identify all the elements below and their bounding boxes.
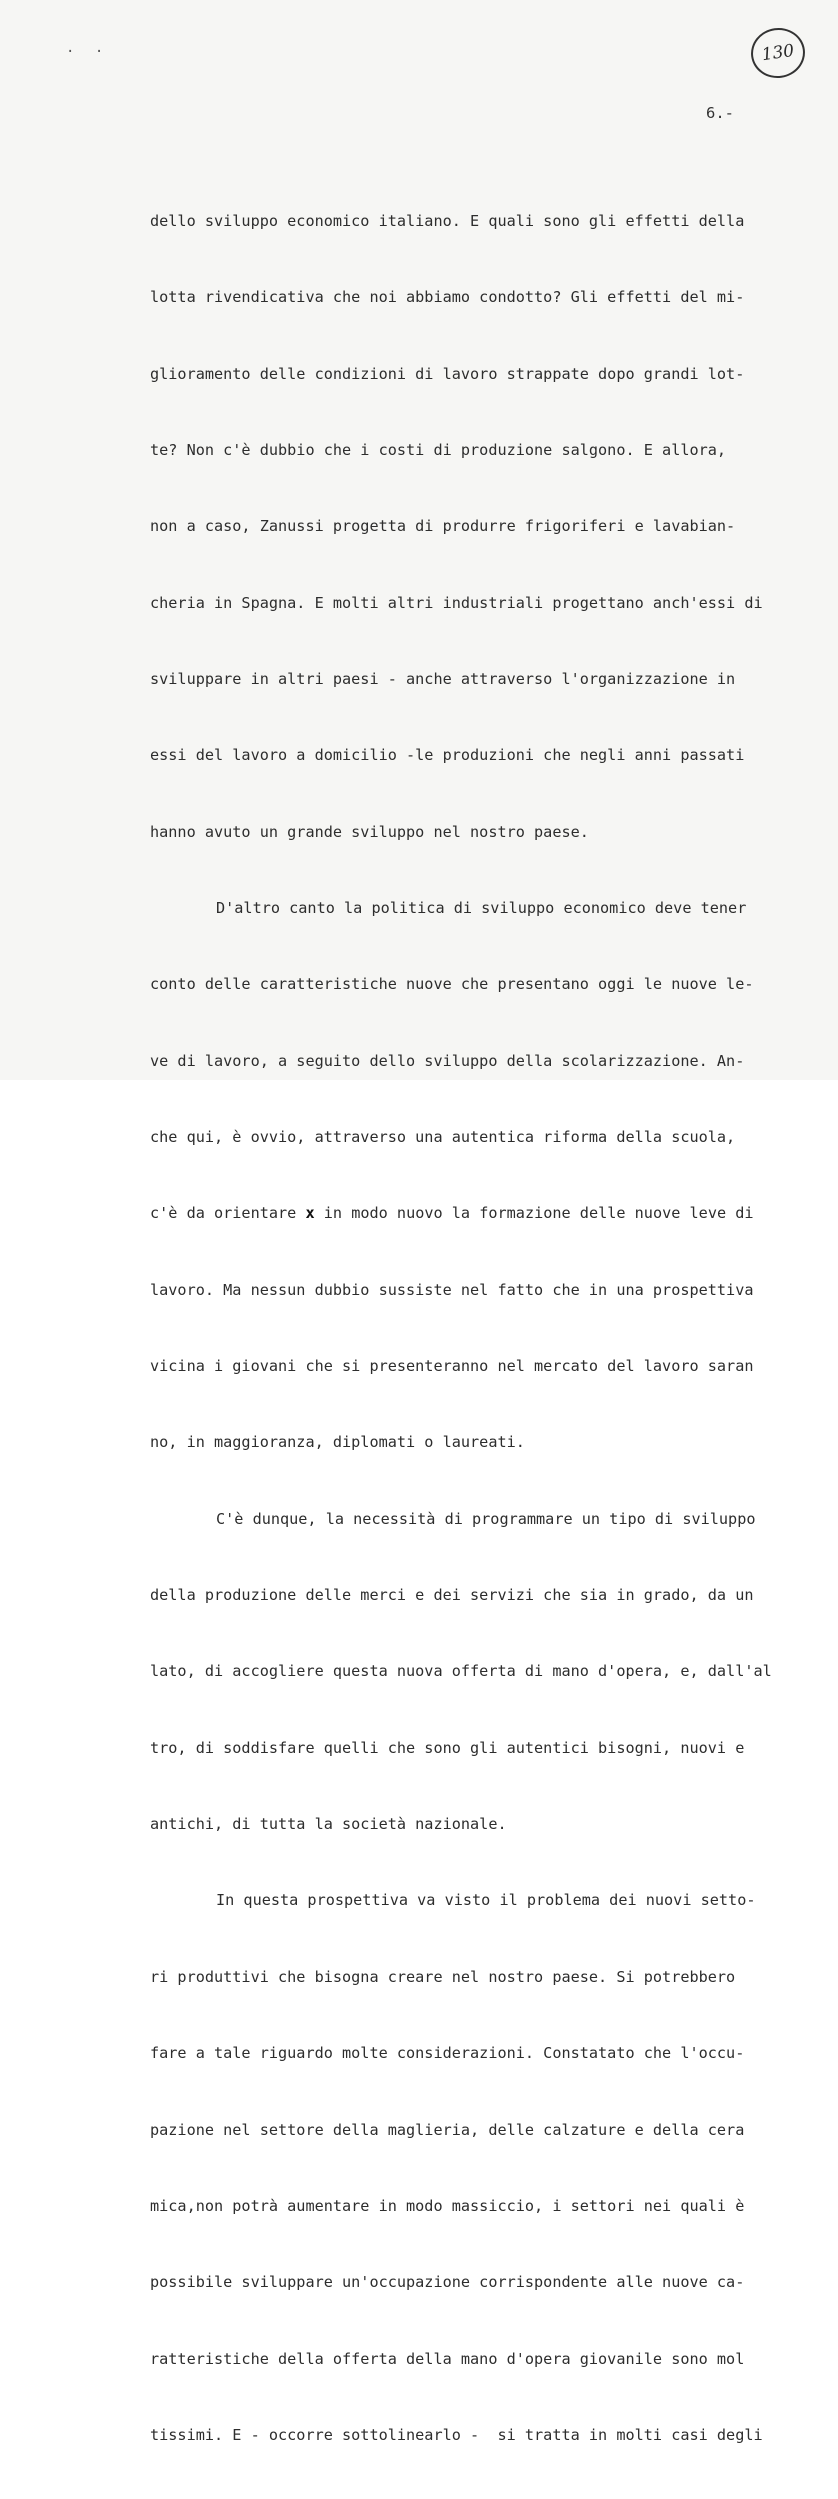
text-line: conto delle caratteristiche nuove che presentano oggi le nuove le-	[150, 975, 754, 994]
text-line: vicina i giovani che si presenteranno nel mercato del lavoro saran	[150, 1357, 754, 1376]
text-line: della produzione delle merci e dei servizi che sia in grado, da un	[150, 1586, 754, 1605]
text-line: possibile sviluppare un'occupazione corrispondente alle nuove ca-	[150, 2273, 745, 2292]
text-line: glioramento delle condizioni di lavoro strappate dopo grandi lot-	[150, 364, 745, 383]
corner-dots: . .	[66, 40, 110, 56]
text-line-paragraph-start: D'altro canto la politica di sviluppo economico deve tener	[216, 899, 747, 917]
text-line: pazione nel settore della maglieria, delle calzature e della cera	[150, 2120, 745, 2139]
stray-x-mark: x	[305, 1204, 315, 1223]
text-line: sviluppare in altri paesi - anche attraverso l'organizzazione in	[150, 669, 736, 688]
text-line: non a caso, Zanussi progetta di produrre frigoriferi e lavabian-	[150, 517, 736, 536]
text-line: lavoro. Ma nessun dubbio sussiste nel fatto che in una prospettiva	[150, 1280, 754, 1299]
text-line-paragraph-start: C'è dunque, la necessità di programmare un tipo di sviluppo	[216, 1509, 756, 1528]
text-line: no, in maggioranza, diplomati o laureati.	[150, 1433, 525, 1452]
text-line: mica,non potrà aumentare in modo massiccio, i settori nei quali è	[150, 2196, 745, 2215]
text-line: lotta rivendicativa che noi abbiamo condotto? Gli effetti del mi-	[150, 288, 745, 307]
text-fragment: si tratta in molti casi degli	[497, 2425, 763, 2444]
text-line: fare a tale riguardo molte considerazioni. Constatato che l'occu-	[150, 2044, 745, 2063]
text-line: ratteristiche della offerta della mano d'opera giovanile sono mol	[150, 2349, 745, 2368]
text-line: essi del lavoro a domicilio -le produzioni che negli anni passati	[150, 746, 745, 765]
text-line: lato, di accogliere questa nuova offerta di mano d'opera, e, dall'al	[150, 1662, 772, 1681]
text-line: ri produttivi che bisogna creare nel nostro paese. Si potrebbero	[150, 1967, 736, 1986]
typed-text	[150, 158, 830, 2499]
text-line: hanno avuto un grande sviluppo nel nostro paese.	[150, 822, 589, 841]
text-line: cheria in Spagna. E molti altri industriali progettano anch'essi di	[150, 593, 763, 612]
text-fragment: tissimi. E - occorre sottolinearlo -	[150, 2425, 480, 2444]
text-line-with-correction	[150, 1201, 830, 1226]
text-fragment: in modo nuovo la formazione delle nuove leve di	[323, 1204, 754, 1223]
text-line: dello sviluppo economico italiano. E quali sono gli effetti della	[150, 211, 745, 230]
text-line: antichi, di tutta la società nazionale.	[150, 1815, 507, 1834]
text-line-paragraph-start: In questa prospettiva va visto il problema dei nuovi setto-	[216, 1891, 756, 1910]
text-line	[150, 2423, 830, 2448]
text-line: ve di lavoro, a seguito dello sviluppo della scolarizzazione. An-	[150, 1051, 745, 1070]
page-number: 6.-	[706, 104, 734, 122]
text-fragment: c'è da orientare	[150, 1204, 297, 1223]
text-line: che qui, è ovvio, attraverso una autentica riforma della scuola,	[150, 1128, 736, 1147]
text-line: tro, di soddisfare quelli che sono gli autentici bisogni, nuovi e	[150, 1738, 745, 1757]
page-stamp: 130	[748, 24, 808, 81]
text-line: te? Non c'è dubbio che i costi di produzione salgono. E allora,	[150, 440, 727, 459]
